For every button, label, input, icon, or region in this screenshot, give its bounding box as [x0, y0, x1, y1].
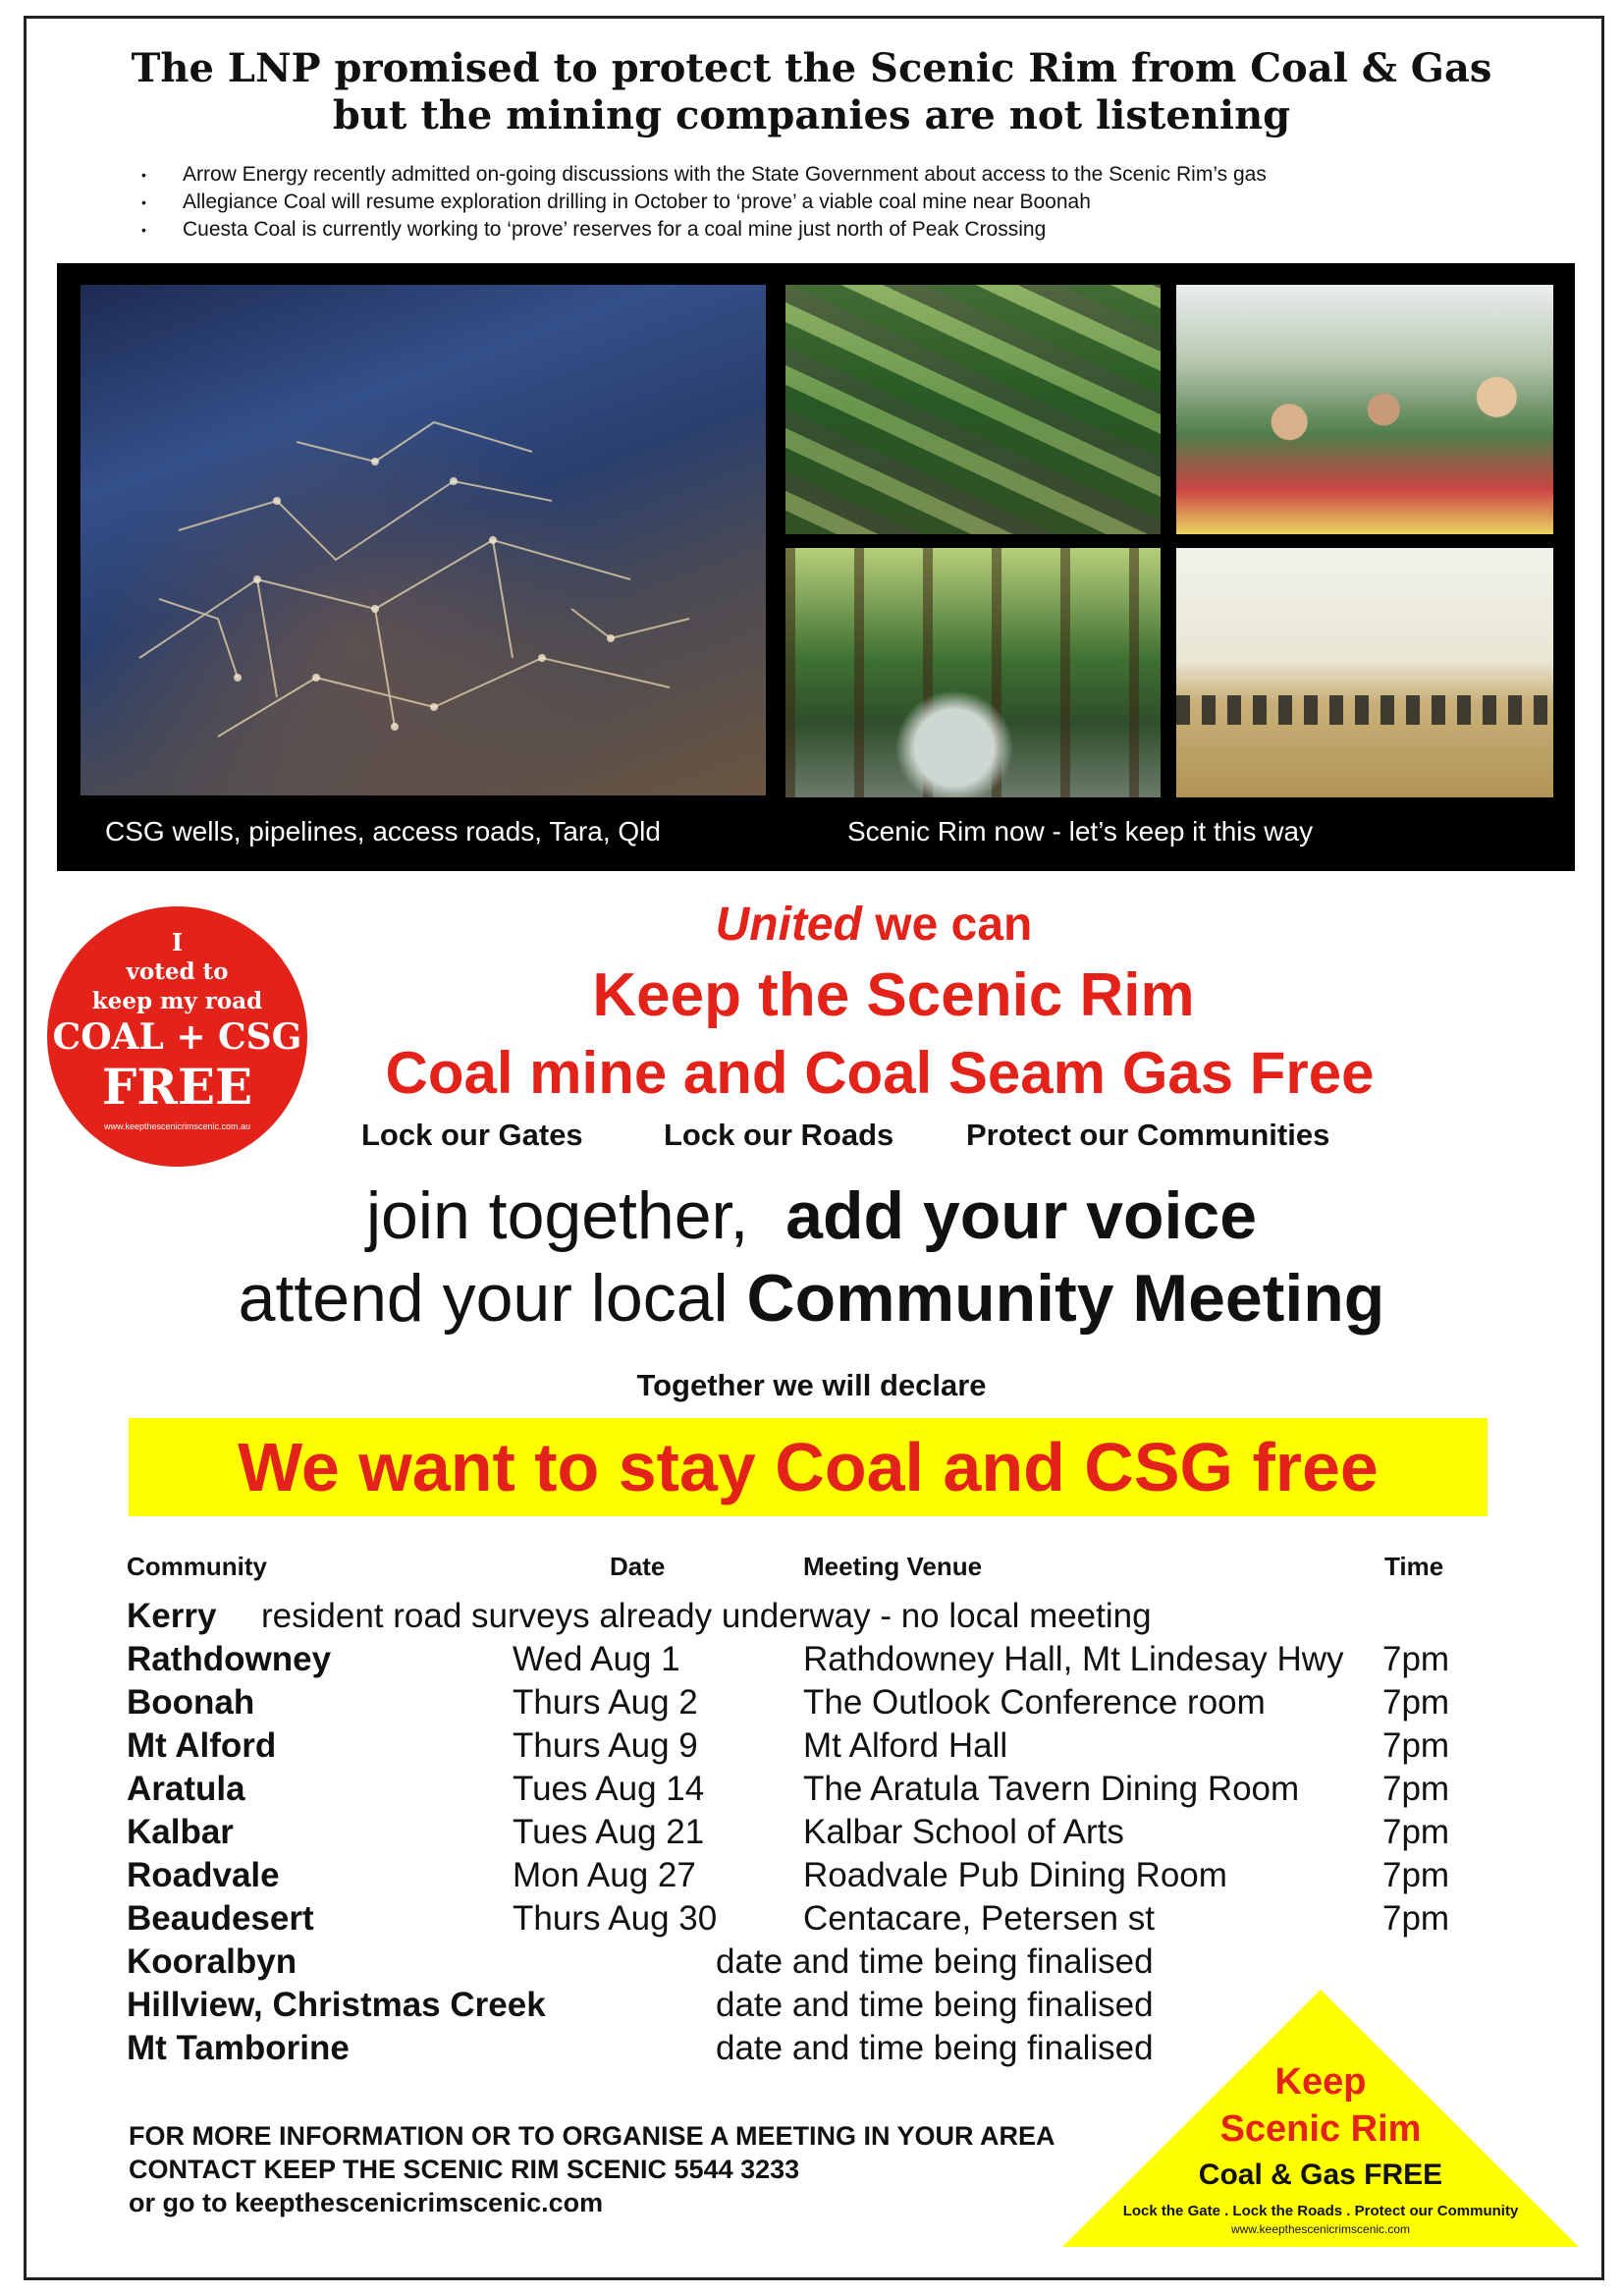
meeting-date: Thurs Aug 9 — [513, 1726, 698, 1765]
slogan-lock-gates: Lock our Gates — [361, 1118, 583, 1152]
triangle-url: www.keepthescenicrimscenic.com — [1230, 2222, 1411, 2236]
meeting-venue: Mt Alford Hall — [803, 1726, 1008, 1765]
headline-line-1: The LNP promised to protect the Scenic Rim from Coal & Gas — [131, 45, 1492, 91]
table-row — [0, 1811, 1623, 1854]
attend-bold: Community Meeting — [746, 1261, 1385, 1336]
table-row — [0, 1724, 1623, 1768]
triangle-line-1: Keep — [1274, 2061, 1367, 2103]
header-venue: Meeting Venue — [803, 1552, 983, 1581]
community-name: Kerry — [127, 1597, 217, 1635]
table-row — [0, 1768, 1623, 1811]
community-name: Roadvale — [127, 1856, 280, 1894]
join-bold: add your voice — [785, 1178, 1258, 1253]
header-time: Time — [1384, 1552, 1444, 1581]
join-plain: join together, — [365, 1178, 786, 1253]
meeting-date: Wed Aug 1 — [513, 1640, 680, 1678]
community-name: Boonah — [127, 1683, 255, 1722]
contact-block — [129, 2119, 1055, 2219]
headline-line-2: but the mining companies are not listening — [332, 92, 1291, 138]
attend-plain: attend your local — [238, 1261, 747, 1336]
table-row — [0, 1854, 1623, 1897]
contact-line-2: CONTACT KEEP THE SCENIC RIM SCENIC 5544 3233 — [129, 2155, 800, 2184]
csg-wells-photo — [81, 285, 766, 795]
forest-creek-photo — [785, 548, 1161, 797]
bullet-arrow-energy: • Arrow Energy recently admitted on-going discussions with the State Government about access to the Scenic Rim’s gas — [137, 161, 1267, 189]
header-community: Community — [127, 1552, 267, 1581]
meeting-time: 7pm — [1382, 1770, 1450, 1808]
join-together-line — [196, 1176, 1427, 1255]
meeting-time: 7pm — [1382, 1683, 1450, 1722]
community-name: Kalbar — [127, 1813, 234, 1851]
meeting-date: Thurs Aug 30 — [513, 1899, 718, 1938]
meeting-venue: Roadvale Pub Dining Room — [803, 1856, 1227, 1894]
united-heading — [628, 898, 1119, 953]
community-name: Kooralbyn — [127, 1942, 298, 1981]
slogan-protect-communities: Protect our Communities — [966, 1118, 1330, 1152]
caption-scenic-rim: Scenic Rim now - let’s keep it this way — [847, 816, 1314, 847]
yellow-banner — [129, 1418, 1488, 1516]
meeting-date: Tues Aug 21 — [513, 1813, 705, 1851]
meeting-date: Mon Aug 27 — [513, 1856, 696, 1894]
meeting-venue: The Outlook Conference room — [803, 1683, 1266, 1722]
meeting-date: Tues Aug 14 — [513, 1770, 705, 1808]
table-row-pending — [0, 1941, 1623, 1984]
badge-line-1: I — [171, 928, 184, 957]
badge-line-4: COAL + CSG — [52, 1016, 302, 1058]
meeting-date: Thurs Aug 2 — [513, 1683, 698, 1722]
community-name: Rathdowney — [127, 1640, 332, 1678]
csg-road-network — [81, 285, 766, 795]
table-row — [0, 1638, 1623, 1681]
caption-csg: CSG wells, pipelines, access roads, Tara, Qld — [105, 816, 661, 847]
badge-line-3: keep my road — [91, 988, 263, 1014]
photo-panel — [57, 263, 1575, 871]
voted-badge — [47, 906, 307, 1167]
banner-text: We want to stay Coal and CSG free — [238, 1429, 1379, 1505]
bullet-cuesta-coal: • Cuesta Coal is currently working to ‘prove’ reserves for a coal mine just north of Peak Crossing — [137, 216, 1267, 244]
united-rest: we can — [861, 899, 1033, 951]
meeting-time: 7pm — [1382, 1899, 1450, 1938]
meeting-venue: Kalbar School of Arts — [803, 1813, 1124, 1851]
bullet-allegiance-coal: • Allegiance Coal will resume exploration drilling in October to ‘prove’ a viable coal mine near Boonah — [137, 189, 1267, 216]
meeting-venue: Rathdowney Hall, Mt Lindesay Hwy — [803, 1640, 1344, 1678]
table-row — [0, 1681, 1623, 1724]
declare-line: Together we will declare — [636, 1368, 987, 1402]
slogan-lock-roads: Lock our Roads — [664, 1118, 894, 1152]
contact-line-1: FOR MORE INFORMATION OR TO ORGANISE A MEETING IN YOUR AREA — [129, 2121, 1055, 2151]
united-italic: United — [715, 899, 862, 951]
table-row — [0, 1897, 1623, 1941]
community-note: resident road surveys already underway - no local meeting — [261, 1597, 1152, 1635]
community-name: Aratula — [127, 1770, 245, 1808]
badge-line-5: FREE — [101, 1058, 253, 1116]
meeting-time: 7pm — [1382, 1856, 1450, 1894]
community-name: Hillview, Christmas Creek — [127, 1986, 546, 2024]
pending-note: date and time being finalised — [716, 1942, 1154, 1981]
meeting-time: 7pm — [1382, 1726, 1450, 1765]
header-date: Date — [610, 1552, 666, 1581]
bullet-list — [137, 161, 1267, 244]
badge-url: www.keepthescenicrimscenic.com.au — [103, 1121, 251, 1131]
farmland-photo — [785, 285, 1161, 534]
meeting-time: 7pm — [1382, 1813, 1450, 1851]
cattle-paddock-photo — [1176, 548, 1553, 797]
meeting-venue: The Aratula Tavern Dining Room — [803, 1770, 1300, 1808]
meeting-venue: Centacare, Petersen st — [803, 1899, 1155, 1938]
meeting-time: 7pm — [1382, 1640, 1450, 1678]
coal-free-heading: Coal mine and Coal Seam Gas Free — [385, 1040, 1375, 1106]
triangle-line-2: Scenic Rim — [1219, 2108, 1422, 2150]
community-name: Mt Alford — [127, 1726, 277, 1765]
badge-line-2: voted to — [126, 958, 229, 985]
community-name: Mt Tamborine — [127, 2029, 350, 2067]
keep-heading: Keep the Scenic Rim — [592, 961, 1195, 1029]
table-row-kerry — [0, 1595, 1623, 1638]
community-name: Beaudesert — [127, 1899, 314, 1938]
pending-note: date and time being finalised — [716, 2029, 1154, 2067]
pending-note: date and time being finalised — [716, 1986, 1154, 2024]
triangle-line-4: Lock the Gate . Lock the Roads . Protect our Community — [1122, 2203, 1519, 2219]
attend-meeting-line — [196, 1259, 1427, 1338]
market-photo — [1176, 285, 1553, 534]
triangle-line-3: Coal & Gas FREE — [1198, 2159, 1443, 2191]
contact-website[interactable]: or go to keepthescenicrimscenic.com — [129, 2188, 604, 2217]
headline — [59, 45, 1564, 139]
